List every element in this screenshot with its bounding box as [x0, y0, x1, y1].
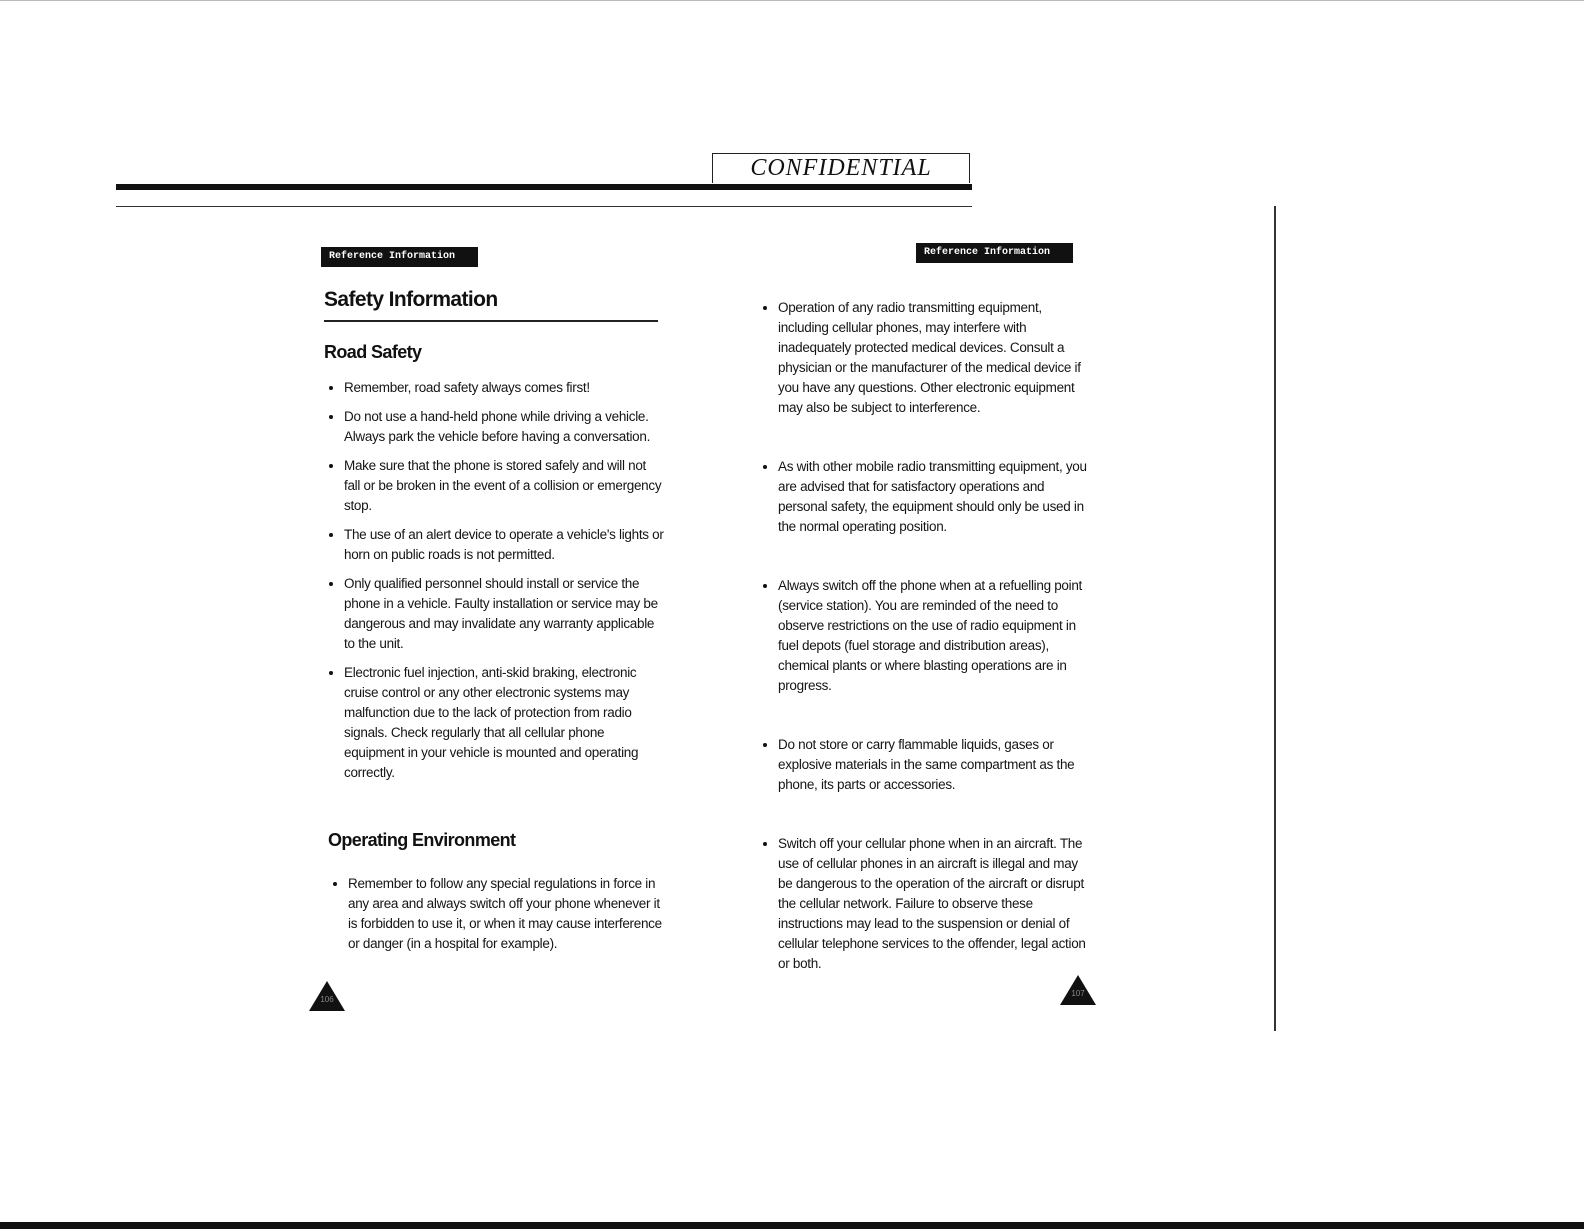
header-thin-rule	[116, 206, 972, 207]
list-item: Make sure that the phone is stored safely and will not fall or be broken in the event of a collision or emergency stop.	[324, 456, 664, 516]
list-item: Remember to follow any special regulations in force in any area and always switch off your phone whenever it is forbidden to use it, or when it may cause interference or danger (in a hospital for example).	[328, 874, 668, 954]
scan-bottom-edge	[0, 1222, 1584, 1229]
safety-list-continued	[758, 298, 1088, 1013]
section-tag-left: Reference Information	[322, 248, 477, 266]
list-item: Do not use a hand-held phone while driving a vehicle. Always park the vehicle before having a conversation.	[324, 407, 664, 447]
road-safety-list	[324, 378, 664, 792]
page-right-edge-rule	[1274, 206, 1276, 1031]
operating-environment-heading: Operating Environment	[328, 830, 516, 850]
title-underline	[324, 320, 658, 322]
confidential-stamp: CONFIDENTIAL	[712, 153, 970, 183]
list-item: Operation of any radio transmitting equipment, including cellular phones, may interfere with inadequately protected medical devices. Consult a physician or the manufacturer of the medical device if you have any questions. Other electronic equipment may also be subject to interference.	[758, 298, 1088, 418]
scan-top-edge	[0, 0, 1584, 1]
operating-environment-list	[328, 874, 668, 954]
header-thick-rule	[116, 184, 972, 190]
page-number-right: 107	[1071, 989, 1085, 998]
page-number-left: 106	[320, 995, 334, 1004]
list-item: The use of an alert device to operate a vehicle's lights or horn on public roads is not permitted.	[324, 525, 664, 565]
road-safety-heading: Road Safety	[324, 342, 422, 362]
list-item: Electronic fuel injection, anti-skid braking, electronic cruise control or any other electronic systems may malfunction due to the lack of protection from radio signals. Check regularly that all cellular phone equipment in your vehicle is mounted and operating correctly.	[324, 663, 664, 783]
list-item: Remember, road safety always comes first!	[324, 378, 664, 398]
list-item: Always switch off the phone when at a refuelling point (service station). You are reminded of the need to observe restrictions on the use of radio equipment in fuel depots (fuel storage and distribution areas), chemical plants or where blasting operations are in progress.	[758, 576, 1088, 696]
list-item: Only qualified personnel should install or service the phone in a vehicle. Faulty installation or service may be dangerous and may invalidate any warranty applicable to the unit.	[324, 574, 664, 654]
list-item: Switch off your cellular phone when in an aircraft. The use of cellular phones in an aircraft is illegal and may be dangerous to the operation of the aircraft or disrupt the cellular network. Failure to observe these instructions may lead to the suspension or denial of cellular telephone services to the offender, legal action or both.	[758, 834, 1088, 974]
section-tag-right: Reference Information	[917, 244, 1072, 262]
page-title: Safety Information	[324, 288, 498, 311]
list-item: Do not store or carry flammable liquids, gases or explosive materials in the same compartment as the phone, its parts or accessories.	[758, 735, 1088, 795]
list-item: As with other mobile radio transmitting equipment, you are advised that for satisfactory operations and personal safety, the equipment should only be used in the normal operating position.	[758, 457, 1088, 537]
